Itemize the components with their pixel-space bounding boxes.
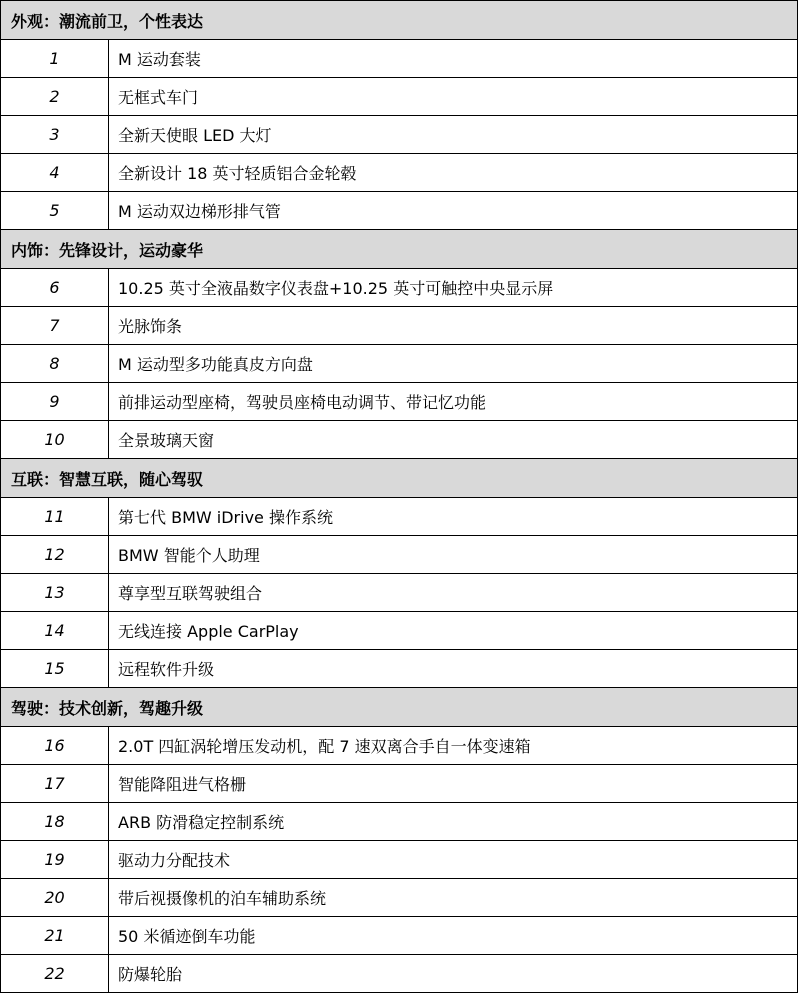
table-row (1, 307, 798, 345)
table-row (1, 841, 798, 879)
table-row (1, 955, 798, 993)
table-row (1, 383, 798, 421)
table-row (1, 612, 798, 650)
item-number: 22 (1, 955, 109, 993)
table-row (1, 40, 798, 78)
section-title: 外观：潮流前卫，个性表达 (1, 1, 798, 40)
item-number: 11 (1, 498, 109, 536)
table-row (1, 345, 798, 383)
item-text: 全景玻璃天窗 (109, 421, 798, 459)
table-row (1, 78, 798, 116)
item-number: 4 (1, 154, 109, 192)
item-text: 智能降阻进气格栅 (109, 765, 798, 803)
table-row (1, 154, 798, 192)
item-text: 防爆轮胎 (109, 955, 798, 993)
item-number: 13 (1, 574, 109, 612)
section-header-interior (1, 230, 798, 269)
item-number: 16 (1, 727, 109, 765)
item-text: 无线连接 Apple CarPlay (109, 612, 798, 650)
item-text: M 运动双边梯形排气管 (109, 192, 798, 230)
item-number: 1 (1, 40, 109, 78)
item-text: 50 米循迹倒车功能 (109, 917, 798, 955)
item-number: 20 (1, 879, 109, 917)
item-number: 15 (1, 650, 109, 688)
item-text: 全新天使眼 LED 大灯 (109, 116, 798, 154)
table-row (1, 116, 798, 154)
table-row (1, 803, 798, 841)
item-number: 10 (1, 421, 109, 459)
item-number: 3 (1, 116, 109, 154)
table-row (1, 574, 798, 612)
table-row (1, 269, 798, 307)
item-text: 全新设计 18 英寸轻质铝合金轮毂 (109, 154, 798, 192)
item-number: 9 (1, 383, 109, 421)
item-number: 14 (1, 612, 109, 650)
item-text: 无框式车门 (109, 78, 798, 116)
section-title: 内饰：先锋设计，运动豪华 (1, 230, 798, 269)
table-row (1, 879, 798, 917)
item-number: 21 (1, 917, 109, 955)
item-text: M 运动型多功能真皮方向盘 (109, 345, 798, 383)
item-text: 带后视摄像机的泊车辅助系统 (109, 879, 798, 917)
item-number: 2 (1, 78, 109, 116)
item-text: M 运动套装 (109, 40, 798, 78)
item-number: 8 (1, 345, 109, 383)
item-text: 光脉饰条 (109, 307, 798, 345)
item-text: 尊享型互联驾驶组合 (109, 574, 798, 612)
item-number: 6 (1, 269, 109, 307)
item-text: 前排运动型座椅，驾驶员座椅电动调节、带记忆功能 (109, 383, 798, 421)
section-title: 驾驶：技术创新，驾趣升级 (1, 688, 798, 727)
item-text: 10.25 英寸全液晶数字仪表盘+10.25 英寸可触控中央显示屏 (109, 269, 798, 307)
item-number: 5 (1, 192, 109, 230)
table-row (1, 917, 798, 955)
table-row (1, 765, 798, 803)
section-header-connectivity (1, 459, 798, 498)
item-number: 7 (1, 307, 109, 345)
table-row (1, 192, 798, 230)
item-number: 18 (1, 803, 109, 841)
table-row (1, 421, 798, 459)
item-number: 17 (1, 765, 109, 803)
item-text: BMW 智能个人助理 (109, 536, 798, 574)
section-header-exterior (1, 1, 798, 40)
item-number: 12 (1, 536, 109, 574)
item-text: 第七代 BMW iDrive 操作系统 (109, 498, 798, 536)
table-row (1, 498, 798, 536)
table-row (1, 727, 798, 765)
section-header-driving (1, 688, 798, 727)
table-row (1, 536, 798, 574)
item-text: 2.0T 四缸涡轮增压发动机，配 7 速双离合手自一体变速箱 (109, 727, 798, 765)
item-number: 19 (1, 841, 109, 879)
item-text: ARB 防滑稳定控制系统 (109, 803, 798, 841)
item-text: 远程软件升级 (109, 650, 798, 688)
table-row (1, 650, 798, 688)
item-text: 驱动力分配技术 (109, 841, 798, 879)
section-title: 互联：智慧互联，随心驾驭 (1, 459, 798, 498)
